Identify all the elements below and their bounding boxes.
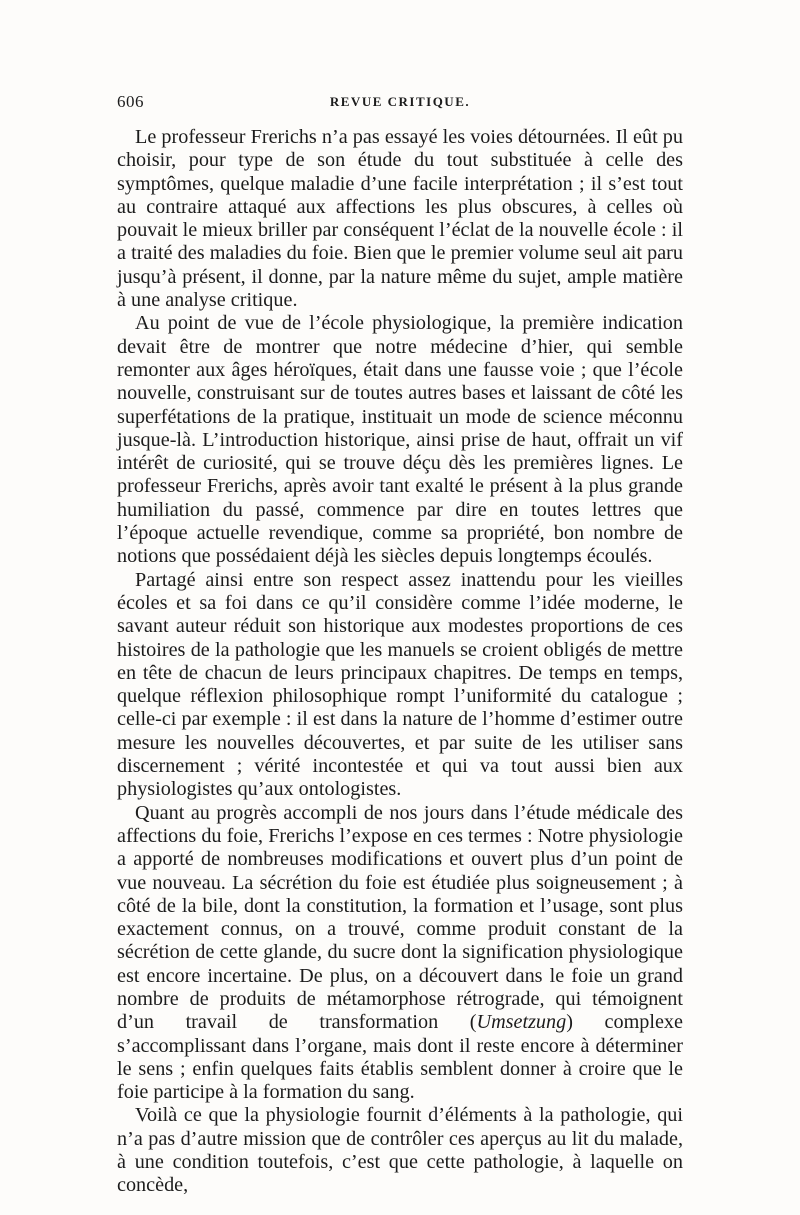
journal-title: REVUE CRITIQUE. bbox=[329, 94, 471, 109]
running-head bbox=[117, 92, 683, 116]
paragraph-1: Le professeur Frerichs n’a pas essayé les voies détournées. Il eût pu choisir, pour type de son étude du tout substituée à celle des symptômes, quelque maladie d’une facile interprétation ; il s’est tout au contraire attaqué aux affections les plus obscures, à celles où pouvait le mieux briller par conséquent l’éclat de la nouvelle école : il a traité des maladies du foie. Bien que le premier volume seul ait paru jusqu’à présent, il donne, par la nature même du sujet, ample matière à une analyse critique. bbox=[117, 126, 683, 312]
paragraph-5: Voilà ce que la physiologie fournit d’éléments à la pathologie, qui n’a pas d’autre mission que de contrôler ces aperçus au lit du malade, à une condition toutefois, c’est que cette pathologie, à laquelle on concède, bbox=[117, 1104, 683, 1197]
paragraph-3: Partagé ainsi entre son respect assez inattendu pour les vieilles écoles et sa foi dans ce qu’il considère comme l’idée moderne, le savant auteur réduit son historique aux modestes proportions de ces histoires de la pathologie que les manuels se croient obligés de mettre en tête de chacun de leurs principaux chapitres. De temps en temps, quelque réflexion philosophique rompt l’uniformité du catalogue ; celle-ci par exemple : il est dans la nature de l’homme d’estimer outre mesure les nouvelles découvertes, et par suite de les utiliser sans discernement ; vérité incontestée et qui va tout aussi bien aux physiologistes qu’aux ontologistes. bbox=[117, 568, 683, 801]
page-number: 606 bbox=[117, 92, 144, 111]
article-body bbox=[117, 126, 683, 1198]
paragraph-4-italic-term: Umsetzung bbox=[476, 1011, 567, 1034]
paragraph-4 bbox=[117, 802, 683, 1105]
paragraph-4-text-after: ) complexe s’accomplissant dans l’organe, mais dont il reste encore à déterminer le sens ; enfin quelques faits établis semblent donner à croire que le foie participe à la formation du sang. bbox=[117, 1011, 683, 1104]
paragraph-4-text-before: Quant au progrès accompli de nos jours dans l’étude médicale des affections du foie, Frerichs l’expose en ces termes : Notre physiologie a apporté de nombreuses modifications et ouvert plus d’un point de vue nouveau. La sécrétion du foie est étudiée plus soigneusement ; à côté de la bile, dont la constitution, la formation et l’usage, sont plus exactement connus, on a trouvé, comme produit constant de la sécrétion de cette glande, du sucre dont la signification physiologique est encore incertaine. De plus, on a découvert dans le foie un grand nombre de produits de métamorphose rétrograde, qui témoignent d’un travail de transformation ( bbox=[117, 801, 683, 1034]
paragraph-2: Au point de vue de l’école physiologique, la première indication devait être de montrer que notre médecine d’hier, qui semble remonter aux âges héroïques, était dans une fausse voie ; que l’école nouvelle, construisant sur de toutes autres bases et laissant de côté les superfétations de la pratique, instituait un mode de science méconnu jusque-là. L’introduction historique, ainsi prise de haut, offrait un vif intérêt de curiosité, qui se trouve déçu dès les premières lignes. Le professeur Frerichs, après avoir tant exalté le présent à la plus grande humiliation du passé, commence par dire en toutes lettres que l’époque actuelle revendique, comme sa propriété, bon nombre de notions que possédaient déjà les siècles depuis longtemps écoulés. bbox=[117, 312, 683, 568]
